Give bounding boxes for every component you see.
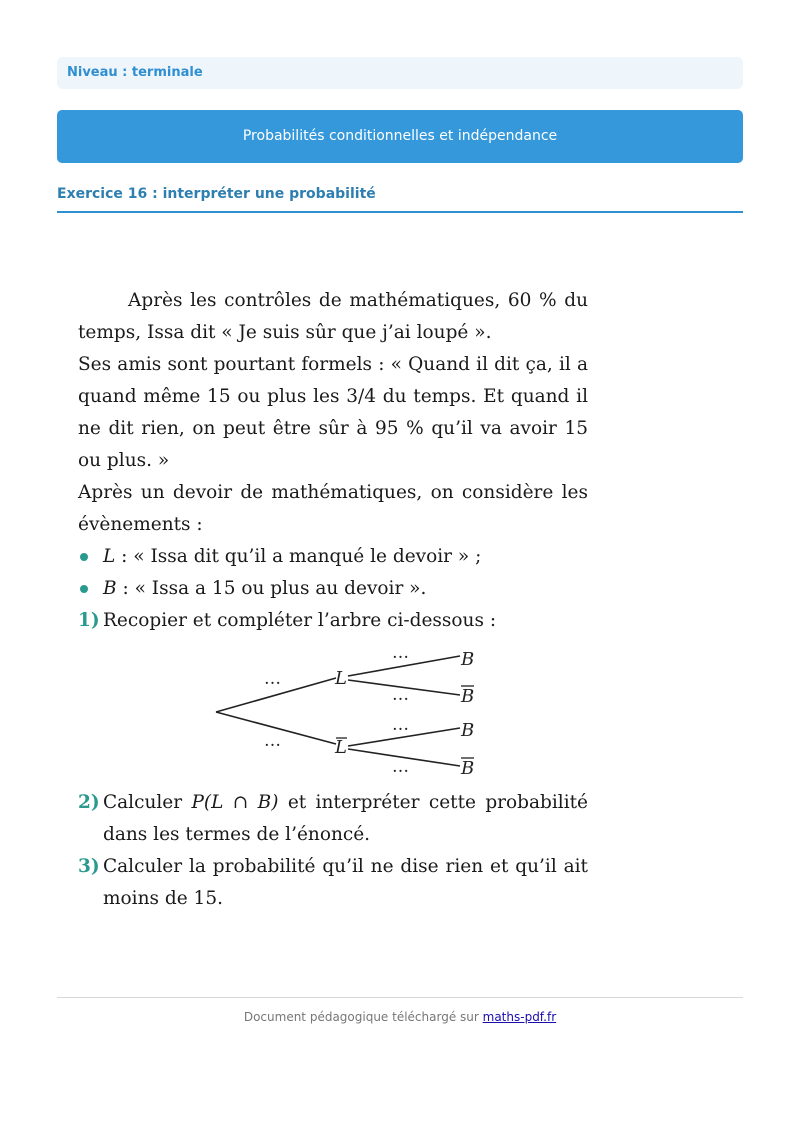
event-l-item [78, 541, 588, 573]
prob-placeholder-l-b: … [392, 643, 409, 663]
level-badge: Niveau : terminale [57, 57, 743, 89]
leaf-bbar-2: B [461, 758, 475, 779]
question-number: 1) [78, 610, 100, 631]
bullet-dot [80, 553, 88, 561]
probability-tree [210, 640, 510, 785]
footer-divider [57, 997, 743, 998]
leaf-b-1: B [461, 649, 475, 670]
chapter-banner: Probabilités conditionnelles et indépendance [57, 110, 743, 163]
exercise-title: Exercice 16 : interpréter une probabilité [57, 186, 743, 213]
prob-placeholder-lbar-b: … [392, 715, 409, 735]
prob-placeholder-l: … [264, 669, 281, 689]
question-3 [78, 851, 588, 915]
event-b-item [78, 573, 588, 605]
node-l: L [335, 668, 347, 689]
node-lbar: L [335, 737, 347, 758]
event-b-text: : « Issa a 15 ou plus au devoir ». [116, 578, 427, 599]
friends-paragraph: Ses amis sont pourtant formels : « Quand il dit ça, il a quand même 15 ou plus les 3/4 du temps. Et quand il ne dit rien, on peut être sûr à 95 % qu’il va avoir 15 ou plus. » [78, 354, 588, 471]
question-number: 3) [78, 856, 100, 877]
footer [57, 1010, 743, 1024]
events-intro: Après un devoir de mathématiques, on considère les évènements : [78, 482, 588, 535]
event-l-symbol: L [103, 546, 116, 567]
leaf-bbar-1: B [461, 686, 475, 707]
bullet-dot [80, 585, 88, 593]
event-b-symbol: B [103, 578, 117, 599]
question-text: Recopier et compléter l’arbre ci-dessous : [103, 610, 497, 631]
question-text-post: et interpréter cette probabilité dans les termes de l’énoncé. [103, 792, 589, 845]
question-text-pre: Calculer [103, 792, 192, 813]
question-number: 2) [78, 792, 100, 813]
question-text: Calculer la probabilité qu’il ne dise rien et qu’il ait moins de 15. [103, 856, 588, 909]
prob-placeholder-l-bbar: … [392, 685, 409, 705]
prob-placeholder-lbar-bbar: … [392, 757, 409, 777]
footer-text: Document pédagogique téléchargé sur [243, 1010, 483, 1024]
event-l-text: : « Issa dit qu’il a manqué le devoir » ; [115, 546, 482, 567]
exercise-body [78, 285, 588, 915]
question-2 [78, 787, 588, 851]
question-1 [78, 605, 588, 637]
footer-link[interactable]: maths-pdf.fr [482, 1010, 557, 1024]
probability-expression: P(L ∩ B) [191, 792, 279, 813]
intro-paragraph: Après les contrôles de mathématiques, 60 % du temps, Issa dit « Je suis sûr que j’ai loupé ». [78, 290, 588, 343]
prob-placeholder-lbar: … [264, 731, 281, 751]
leaf-b-2: B [461, 720, 475, 741]
